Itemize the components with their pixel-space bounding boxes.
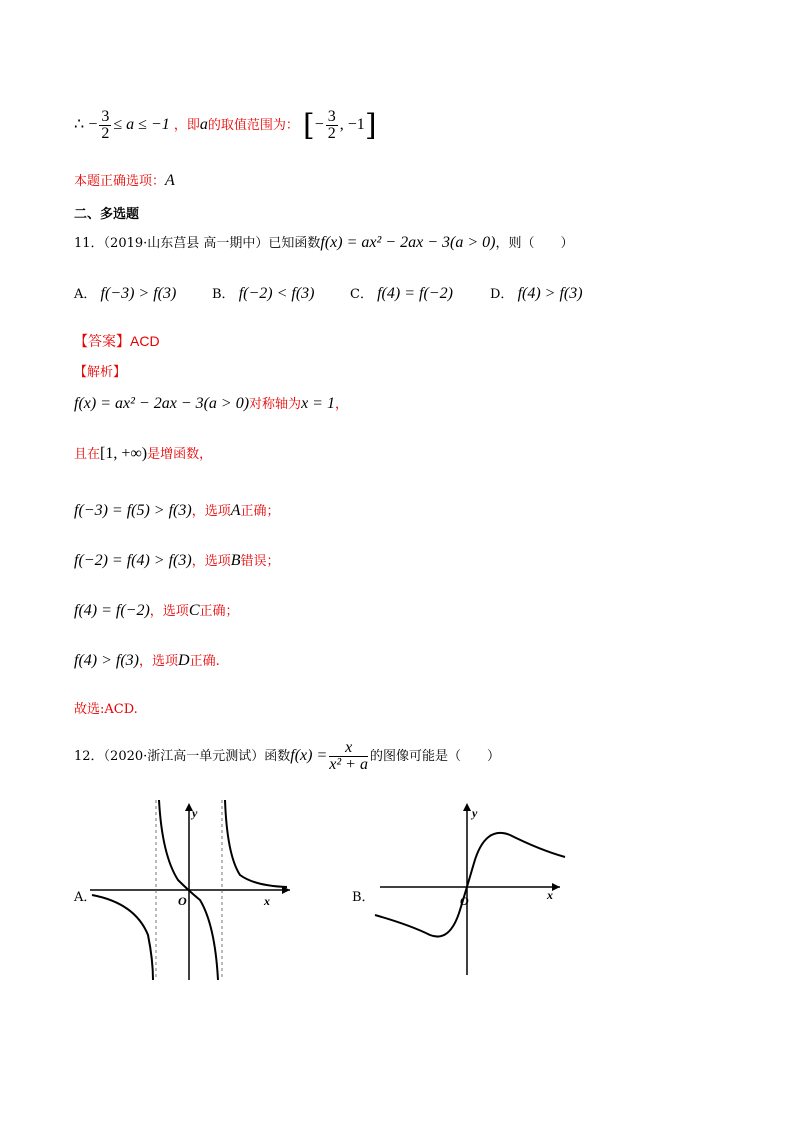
graph-b-label: B． — [352, 890, 375, 905]
graph-a-x-label: x — [264, 894, 270, 908]
solution-step-1: f(x) = ax² − 2ax − 3(a > 0)对称轴为x = 1， — [74, 395, 348, 412]
therefore-symbol: ∴ — [74, 116, 85, 134]
correct-option-line: 本题正确选项：A — [74, 172, 175, 189]
range-result-line: ∴ − $\frac{3}{2}$ ≤ a ≤ −1 ，即a的取值范围为： [− $\frac{3}{2}$ , −1] — [74, 108, 377, 143]
option-d: D． f(4) > f(3) — [490, 285, 583, 302]
graph-b-y-label: y — [472, 806, 478, 820]
option-b: B． f(−2) < f(3) — [212, 285, 315, 302]
graph-b — [370, 795, 570, 980]
fraction: $\frac{3}{2}$ — [101, 108, 110, 143]
graph-a-y-label: y — [192, 806, 198, 820]
solution-step-5: f(4) = f(−2)，选项C正确； — [74, 602, 239, 619]
question-12: 12．（2020·浙江高一单元测试）函数f(x) = $\frac{x}{\text{x² + a}}$ 的图像可能是（ ） — [74, 739, 500, 773]
option-c: C． f(4) = f(−2) — [350, 285, 453, 302]
analysis-label: 【解析】 — [74, 365, 127, 380]
solution-step-4: f(−2) = f(4) > f(3)，选项B错误； — [74, 552, 280, 569]
range-interval: [− $\frac{3}{2}$ , −1] — [303, 108, 377, 143]
graph-a-label: A． — [74, 890, 97, 905]
answer-label: 【答案】ACD — [74, 333, 160, 349]
question-11: 11．（2019·山东莒县 高一期中）已知函数f(x) = ax² − 2ax − 3(a > 0)，则（ ） — [74, 234, 574, 251]
solution-step-6: f(4) > f(3)，选项D正确. — [74, 652, 220, 669]
solution-step-3: f(−3) = f(5) > f(3)，选项A正确； — [74, 502, 280, 519]
graph-b-x-label: x — [547, 888, 553, 902]
section-title: 二、多选题 — [74, 207, 140, 222]
option-a: A． f(−3) > f(3) — [74, 285, 177, 302]
graph-a-origin-label: O — [178, 894, 187, 908]
conclusion: 故选:ACD. — [74, 702, 138, 717]
graph-a — [90, 795, 300, 990]
solution-step-2: 且在[1, +∞)是增函数， — [74, 445, 213, 462]
graph-b-origin-label: O — [460, 894, 469, 908]
